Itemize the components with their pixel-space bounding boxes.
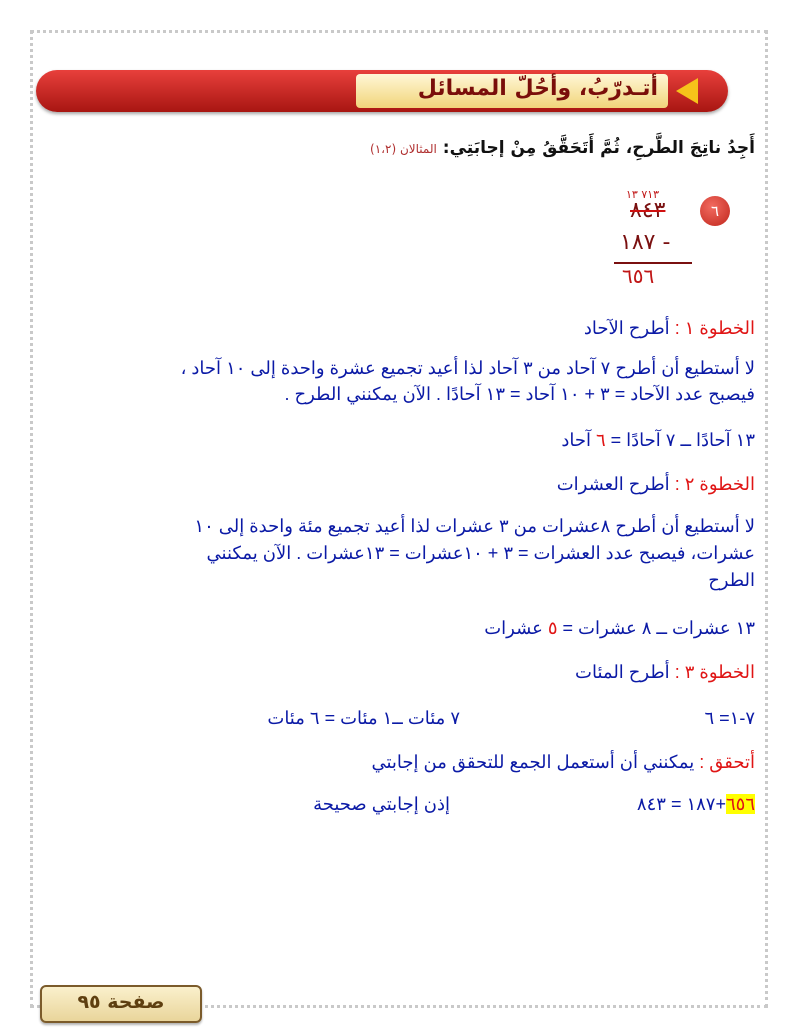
check-equation-rest: +١٨٧ = ٨٤٣ [636, 794, 726, 814]
check-heading [371, 752, 755, 773]
step1-title: أطرح الآحاد [583, 318, 670, 338]
yellow-arrow-icon [676, 78, 698, 104]
instruction-text: أَجِدُ ناتِجَ الطَّرحِ، ثُمَّ أَتَحَقَّقُ مِنْ إجابَتِي: [442, 138, 755, 158]
step3-label: الخطوة ٣ : [674, 662, 755, 682]
step2-paragraph-3: الطرح [708, 570, 755, 590]
check-conclusion: إذن إجابتي صحيحة [313, 794, 450, 814]
step1-answer: ٦ [595, 430, 606, 450]
check-label: أتحقق : [699, 752, 755, 772]
step2-title: أطرح العشرات [556, 474, 670, 494]
step1-calculation [561, 430, 755, 451]
step2-heading [557, 474, 755, 495]
step2-unit: عشرات [484, 618, 548, 638]
step1-paragraph-2: فيصبح عدد الآحاد = ٣ + ١٠ آحاد = ١٣ آحادًا . الآن يمكنني الطرح . [284, 384, 755, 404]
step3-calc-left: ٧ مئات ــ١ مئات = ٦ مئات [267, 708, 460, 728]
page-number-tab [40, 985, 202, 1023]
step2-paragraph-2: عشرات، فيصبح عدد العشرات = ٣ + ١٠عشرات = ١٣عشرات . الآن يمكنني [206, 543, 755, 563]
subtraction-working [600, 188, 710, 288]
step1-heading [584, 318, 755, 339]
step1-calc-part: ١٣ آحادًا ــ ٧ آحادًا = [605, 430, 755, 450]
section-banner [36, 70, 728, 112]
step3-title: أطرح المئات [575, 662, 670, 682]
step2-answer: ٥ [547, 618, 558, 638]
step1-paragraph-1: لا أستطيع أن أطرح ٧ آحاد من ٣ آحاد لذا أعيد تجميع عشرة واحدة إلى ١٠ آحاد ، [180, 358, 755, 378]
minuend [630, 198, 665, 223]
check-equation [637, 794, 755, 815]
minuend-crossed: ٨٤٣ [630, 198, 666, 223]
step2-calculation [484, 618, 755, 639]
step2-paragraph-1: لا أستطيع أن أطرح ٨عشرات من ٣ عشرات لذا أعيد تجميع مئة واحدة إلى ١٠ [194, 516, 755, 536]
highlighted-result: ٦٥٦ [725, 794, 755, 814]
step2-label: الخطوة ٢ : [674, 474, 755, 494]
step1-label: الخطوة ١ : [674, 318, 755, 338]
step3-heading [575, 662, 755, 683]
subtrahend: ١٨٧ - [620, 230, 671, 255]
check-text: يمكنني أن أستعمل الجمع للتحقق من إجابتي [371, 752, 695, 772]
step3-calc-right: ٧-١= ٦ [704, 708, 755, 728]
step2-calc-part: ١٣ عشرات ــ ٨ عشرات = [557, 618, 755, 638]
instruction [370, 138, 755, 158]
example-reference: المثالان (١،٢) [370, 142, 437, 156]
section-title: أتـدرّبُ، وأحُلّ المسائل [417, 76, 658, 101]
regroup-carries: ٧١٣ ١٣ [626, 188, 660, 201]
step1-unit: آحاد [561, 430, 596, 450]
question-number-badge: ٦ [700, 196, 730, 226]
result: ٦٥٦ [622, 264, 655, 288]
page-number: صفحة ٩٥ [77, 991, 165, 1013]
